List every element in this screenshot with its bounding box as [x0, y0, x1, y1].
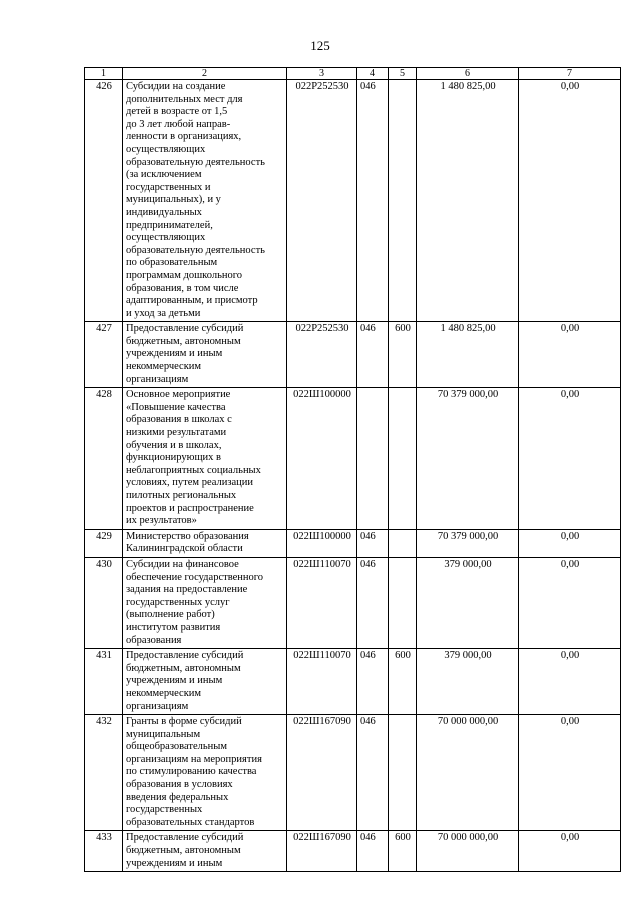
row-expense-type — [389, 715, 417, 831]
table-row — [85, 831, 621, 872]
row-amount: 1 480 825,00 — [417, 80, 519, 322]
row-value: 0,00 — [519, 557, 621, 648]
row-expense-type: 600 — [389, 322, 417, 388]
col-header-7: 7 — [519, 68, 621, 80]
table-row — [85, 80, 621, 322]
col-header-4: 4 — [357, 68, 389, 80]
table-row — [85, 388, 621, 530]
col-header-6: 6 — [417, 68, 519, 80]
row-expense-type — [389, 529, 417, 557]
row-value: 0,00 — [519, 529, 621, 557]
row-expense-type — [389, 80, 417, 322]
row-code: 022P252530 — [287, 80, 357, 322]
row-expense-type: 600 — [389, 649, 417, 715]
row-value: 0,00 — [519, 715, 621, 831]
row-value: 0,00 — [519, 80, 621, 322]
row-department: 046 — [357, 529, 389, 557]
row-number: 426 — [85, 80, 123, 322]
row-name: Предоставление субсидий бюджетным, автономным учреждениям и иным некоммерческим организациям — [123, 322, 287, 388]
row-number: 431 — [85, 649, 123, 715]
table-row — [85, 557, 621, 648]
row-number: 432 — [85, 715, 123, 831]
row-code: 022P252530 — [287, 322, 357, 388]
row-name: Министерство образования Калининградской области — [123, 529, 287, 557]
row-department: 046 — [357, 649, 389, 715]
row-department: 046 — [357, 715, 389, 831]
row-value: 0,00 — [519, 388, 621, 530]
row-value: 0,00 — [519, 831, 621, 872]
row-name: Субсидии на финансовое обеспечение государственного задания на предоставление государственных услуг (выполнение работ) институтом развития образования — [123, 557, 287, 648]
col-header-2: 2 — [123, 68, 287, 80]
row-expense-type: 600 — [389, 831, 417, 872]
col-header-5: 5 — [389, 68, 417, 80]
row-name: Предоставление субсидий бюджетным, автономным учреждениям и иным некоммерческим организациям — [123, 649, 287, 715]
row-value: 0,00 — [519, 322, 621, 388]
row-amount: 70 379 000,00 — [417, 388, 519, 530]
row-code: 022Ш110070 — [287, 649, 357, 715]
row-number: 427 — [85, 322, 123, 388]
row-code: 022Ш100000 — [287, 388, 357, 530]
row-code: 022Ш167090 — [287, 831, 357, 872]
row-department: 046 — [357, 322, 389, 388]
row-amount: 379 000,00 — [417, 649, 519, 715]
row-code: 022Ш110070 — [287, 557, 357, 648]
row-department: 046 — [357, 80, 389, 322]
row-department: 046 — [357, 557, 389, 648]
col-header-3: 3 — [287, 68, 357, 80]
row-number: 428 — [85, 388, 123, 530]
table-row — [85, 649, 621, 715]
row-expense-type — [389, 388, 417, 530]
page-number: 125 — [310, 38, 330, 53]
row-number: 433 — [85, 831, 123, 872]
row-number: 429 — [85, 529, 123, 557]
row-department: 046 — [357, 831, 389, 872]
row-code: 022Ш167090 — [287, 715, 357, 831]
row-expense-type — [389, 557, 417, 648]
row-name: Основное мероприятие «Повышение качества образования в школах с низкими результатами обучения и в школах, функционирующих в неблагоприятных социальных условиях, путем реализации пилотных региональных проектов и распространение их результатов» — [123, 388, 287, 530]
header-row — [85, 68, 621, 80]
row-department — [357, 388, 389, 530]
table-row — [85, 529, 621, 557]
row-amount: 70 000 000,00 — [417, 831, 519, 872]
row-name: Гранты в форме субсидий муниципальным общеобразовательным организациям на мероприятия по стимулированию качества образования в условиях введения федеральных государственных образовательных стандартов — [123, 715, 287, 831]
table-row — [85, 715, 621, 831]
row-amount: 379 000,00 — [417, 557, 519, 648]
row-amount: 1 480 825,00 — [417, 322, 519, 388]
col-header-1: 1 — [85, 68, 123, 80]
budget-table — [84, 67, 621, 872]
row-code: 022Ш100000 — [287, 529, 357, 557]
row-amount: 70 379 000,00 — [417, 529, 519, 557]
row-amount: 70 000 000,00 — [417, 715, 519, 831]
row-name: Предоставление субсидий бюджетным, автономным учреждениям и иным — [123, 831, 287, 872]
row-value: 0,00 — [519, 649, 621, 715]
row-number: 430 — [85, 557, 123, 648]
table-row — [85, 322, 621, 388]
row-name: Субсидии на создание дополнительных мест для детей в возрасте от 1,5 до 3 лет любой направ- ленности в организациях, осуществляющих образовательную деятельность (за исключением государственных и муниципальных), и у индивидуальных предпринимателей, осуществляющих образовательную деятельность по образовательным программам дошкольного образования, в том числе адаптированным, и присмотр и уход за детьми — [123, 80, 287, 322]
